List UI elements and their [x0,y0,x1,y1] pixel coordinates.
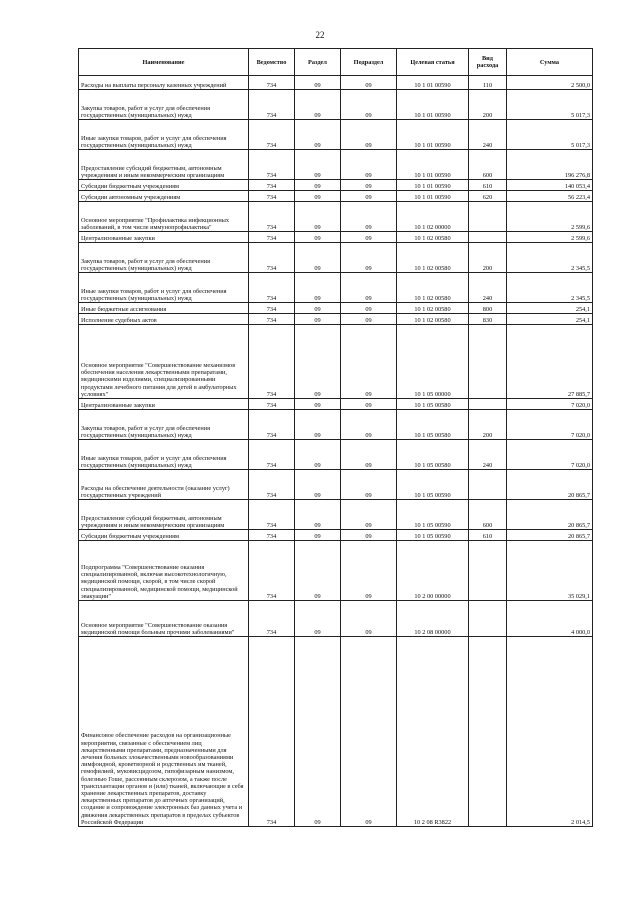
table-row [79,470,593,500]
table-cell-amount: 196 276,8 [507,150,593,180]
table-cell-dept: 734 [249,440,295,470]
table-cell-amount: 254,1 [507,314,593,325]
table-cell-dept: 734 [249,76,295,90]
table-cell-name: Иные закупки товаров, работ и услуг для обеспечения государственных (муниципальных) нужд [79,273,249,303]
table-cell-dept: 734 [249,530,295,541]
table-cell-dept: 734 [249,120,295,150]
table-cell-dept: 734 [249,202,295,232]
table-cell-subsection: 09 [341,243,397,273]
table-cell-exp-type: 200 [469,410,507,440]
table-cell-exp-type [469,232,507,243]
table-cell-name: Иные закупки товаров, работ и услуг для обеспечения государственных (муниципальных) нужд [79,120,249,150]
table-row [79,637,593,827]
table-cell-exp-type: 610 [469,530,507,541]
table-cell-section: 09 [295,470,341,500]
table-cell-dept: 734 [249,180,295,191]
table-cell-dept: 734 [249,541,295,601]
table-cell-name: Подпрограмма "Совершенствование оказания специализированной, включая высокотехнологичную, медицинской помощи, скорой, в том числе скорой специализированной, медицинской помощи, медицинской эвакуации" [79,541,249,601]
table-cell-name: Субсидии бюджетным учреждениям [79,530,249,541]
table-cell-section: 09 [295,325,341,399]
table-cell-name: Централизованные закупки [79,399,249,410]
table-cell-target: 10 1 01 00590 [397,150,469,180]
table-row [79,500,593,530]
table-cell-target: 10 1 05 00590 [397,500,469,530]
table-cell-exp-type: 110 [469,76,507,90]
table-cell-name: Финансовое обеспечение расходов на организационные мероприятия, связанные с обеспечением лиц лекарственными препаратами, предназначенными для лечения больных злокачественными новообразованиями лимфоидной, кроветворной и родственных им тканей, гемофилией, муковисцидозом, гипофизарным нанизмом, болезнью Гоше, рассеянным склерозом, а также после трансплантации органов и (или) тканей, включающие в себя хранение лекарственных препаратов, доставку лекарственных препаратов до аптечных организаций, создание и сопровождение электронных баз данных учета и движения лекарственных препаратов в пределах субъектов Российской Федерации [79,637,249,827]
table-row [79,150,593,180]
table-cell-name: Основное мероприятие "Совершенствование оказания медицинской помощи больным прочими заболеваниями" [79,601,249,637]
table-cell-name: Закупка товаров, работ и услуг для обеспечения государственных (муниципальных) нужд [79,410,249,440]
table-cell-amount: 20 865,7 [507,500,593,530]
table-row [79,440,593,470]
table-cell-name: Иные закупки товаров, работ и услуг для обеспечения государственных (муниципальных) нужд [79,440,249,470]
header-subsection: Подраздел [341,49,397,76]
table-cell-section: 09 [295,243,341,273]
table-cell-amount: 7 020,0 [507,410,593,440]
table-cell-exp-type [469,202,507,232]
table-row [79,303,593,314]
table-cell-subsection: 09 [341,410,397,440]
table-cell-subsection: 09 [341,399,397,410]
table-cell-amount: 27 885,7 [507,325,593,399]
table-cell-dept: 734 [249,303,295,314]
table-cell-target: 10 1 01 00590 [397,90,469,120]
table-cell-target: 10 1 05 00590 [397,530,469,541]
table-cell-subsection: 09 [341,120,397,150]
table-cell-section: 09 [295,530,341,541]
table-cell-amount: 2 500,0 [507,76,593,90]
table-cell-exp-type [469,325,507,399]
table-row [79,180,593,191]
table-cell-target: 10 1 01 00590 [397,120,469,150]
table-cell-exp-type: 600 [469,150,507,180]
table-row [79,191,593,202]
table-cell-amount: 4 000,0 [507,601,593,637]
table-cell-dept: 734 [249,500,295,530]
table-cell-name: Закупка товаров, работ и услуг для обеспечения государственных (муниципальных) нужд [79,243,249,273]
table-cell-exp-type: 600 [469,500,507,530]
table-cell-exp-type [469,470,507,500]
table-cell-dept: 734 [249,399,295,410]
table-cell-exp-type [469,601,507,637]
table-cell-name: Субсидии автономным учреждениям [79,191,249,202]
table-cell-amount: 20 865,7 [507,530,593,541]
table-cell-exp-type [469,637,507,827]
table-cell-subsection: 09 [341,325,397,399]
table-cell-amount: 7 020,0 [507,399,593,410]
table-cell-subsection: 09 [341,601,397,637]
table-cell-section: 09 [295,500,341,530]
table-cell-subsection: 09 [341,303,397,314]
table-row [79,399,593,410]
table-row [79,76,593,90]
table-row [79,325,593,399]
table-cell-exp-type: 830 [469,314,507,325]
table-cell-target: 10 1 02 00000 [397,202,469,232]
table-cell-section: 09 [295,180,341,191]
table-cell-exp-type: 610 [469,180,507,191]
table-cell-amount: 254,1 [507,303,593,314]
table-header-row [79,49,593,76]
table-cell-subsection: 09 [341,273,397,303]
table-cell-target: 10 1 05 00580 [397,440,469,470]
table-cell-exp-type: 240 [469,273,507,303]
table-cell-name: Исполнение судебных актов [79,314,249,325]
table-row [79,243,593,273]
table-cell-name: Субсидии бюджетным учреждениям [79,180,249,191]
table-cell-name: Основное мероприятие "Профилактика инфекционных заболеваний, в том числе иммунопрофилактика" [79,202,249,232]
table-cell-section: 09 [295,150,341,180]
table-cell-subsection: 09 [341,314,397,325]
table-cell-target: 10 1 02 00580 [397,273,469,303]
table-cell-dept: 734 [249,150,295,180]
table-cell-exp-type: 200 [469,90,507,120]
table-cell-dept: 734 [249,314,295,325]
table-cell-target: 10 1 02 00580 [397,303,469,314]
table-cell-section: 09 [295,303,341,314]
table-cell-exp-type: 240 [469,440,507,470]
table-cell-target: 10 1 05 00000 [397,325,469,399]
table-cell-section: 09 [295,399,341,410]
table-cell-section: 09 [295,541,341,601]
table-cell-amount: 2 345,5 [507,243,593,273]
table-cell-amount: 5 017,3 [507,90,593,120]
table-cell-section: 09 [295,410,341,440]
table-cell-exp-type [469,541,507,601]
page-number: 22 [315,30,325,40]
table-cell-exp-type: 800 [469,303,507,314]
table-cell-dept: 734 [249,90,295,120]
table-row [79,530,593,541]
table-cell-dept: 734 [249,410,295,440]
header-dept: Ведомство [249,49,295,76]
table-cell-target: 10 1 05 00580 [397,410,469,440]
table-cell-amount: 140 053,4 [507,180,593,191]
table-cell-section: 09 [295,637,341,827]
table-row [79,601,593,637]
table-cell-subsection: 09 [341,180,397,191]
table-cell-exp-type: 200 [469,243,507,273]
table-cell-target: 10 1 02 00580 [397,243,469,273]
table-cell-section: 09 [295,120,341,150]
table-cell-section: 09 [295,232,341,243]
table-cell-subsection: 09 [341,637,397,827]
table-cell-target: 10 1 01 00590 [397,191,469,202]
table-cell-subsection: 09 [341,76,397,90]
table-row [79,232,593,243]
table-cell-target: 10 1 02 00580 [397,314,469,325]
table-cell-dept: 734 [249,273,295,303]
table-cell-name: Иные бюджетные ассигнования [79,303,249,314]
table-cell-target: 10 1 01 00590 [397,76,469,90]
table-cell-section: 09 [295,202,341,232]
table-cell-name: Основное мероприятие "Совершенствование механизмов обеспечения населения лекарственными препаратами, медицинскими изделиями, специализированными продуктами лечебного питания для детей в амбулаторных условиях" [79,325,249,399]
table-cell-amount: 56 223,4 [507,191,593,202]
table-cell-section: 09 [295,76,341,90]
table-row [79,202,593,232]
table-cell-amount: 2 014,5 [507,637,593,827]
table-cell-subsection: 09 [341,500,397,530]
budget-table [78,48,593,827]
table-cell-amount: 5 017,3 [507,120,593,150]
table-cell-section: 09 [295,314,341,325]
table-cell-exp-type: 620 [469,191,507,202]
table-cell-dept: 734 [249,232,295,243]
header-name: Наименование [79,49,249,76]
table-cell-subsection: 09 [341,541,397,601]
table-cell-dept: 734 [249,191,295,202]
table-cell-amount: 35 029,1 [507,541,593,601]
table-cell-section: 09 [295,191,341,202]
table-cell-dept: 734 [249,243,295,273]
table-cell-target: 10 1 02 00580 [397,232,469,243]
table-cell-subsection: 09 [341,150,397,180]
table-cell-subsection: 09 [341,90,397,120]
table-cell-subsection: 09 [341,470,397,500]
table-row [79,410,593,440]
table-cell-amount: 20 865,7 [507,470,593,500]
table-cell-dept: 734 [249,470,295,500]
table-cell-amount: 2 599,6 [507,202,593,232]
table-cell-amount: 7 020,0 [507,440,593,470]
table-row [79,541,593,601]
table-cell-dept: 734 [249,637,295,827]
table-row [79,314,593,325]
table-cell-exp-type [469,399,507,410]
header-target: Целевая статья [397,49,469,76]
table-cell-section: 09 [295,440,341,470]
table-row [79,120,593,150]
header-section: Раздел [295,49,341,76]
table-cell-name: Предоставление субсидий бюджетным, автономным учреждениям и иным некоммерческим организациям [79,150,249,180]
table-cell-subsection: 09 [341,530,397,541]
table-cell-target: 10 2 08 R3822 [397,637,469,827]
table-cell-subsection: 09 [341,191,397,202]
table-cell-subsection: 09 [341,202,397,232]
table-cell-target: 10 1 05 00580 [397,399,469,410]
table-row [79,90,593,120]
table-cell-amount: 2 345,5 [507,273,593,303]
table-cell-dept: 734 [249,601,295,637]
table-cell-name: Централизованные закупки [79,232,249,243]
table-cell-target: 10 2 00 00000 [397,541,469,601]
table-row [79,273,593,303]
table-cell-section: 09 [295,90,341,120]
table-cell-section: 09 [295,273,341,303]
table-cell-target: 10 1 01 00590 [397,180,469,191]
table-cell-name: Предоставление субсидий бюджетным, автономным учреждениям и иным некоммерческим организациям [79,500,249,530]
table-cell-section: 09 [295,601,341,637]
table-cell-subsection: 09 [341,440,397,470]
table-cell-target: 10 1 05 00590 [397,470,469,500]
header-exp-type: Вид расхода [469,49,507,76]
table-cell-name: Закупка товаров, работ и услуг для обеспечения государственных (муниципальных) нужд [79,90,249,120]
table-cell-dept: 734 [249,325,295,399]
table-cell-amount: 2 599,6 [507,232,593,243]
table-cell-exp-type: 240 [469,120,507,150]
header-amount: Сумма [507,49,593,76]
table-cell-name: Расходы на выплаты персоналу казенных учреждений [79,76,249,90]
table-cell-target: 10 2 08 00000 [397,601,469,637]
table-cell-subsection: 09 [341,232,397,243]
table-cell-name: Расходы на обеспечение деятельности (оказание услуг) государственных учреждений [79,470,249,500]
